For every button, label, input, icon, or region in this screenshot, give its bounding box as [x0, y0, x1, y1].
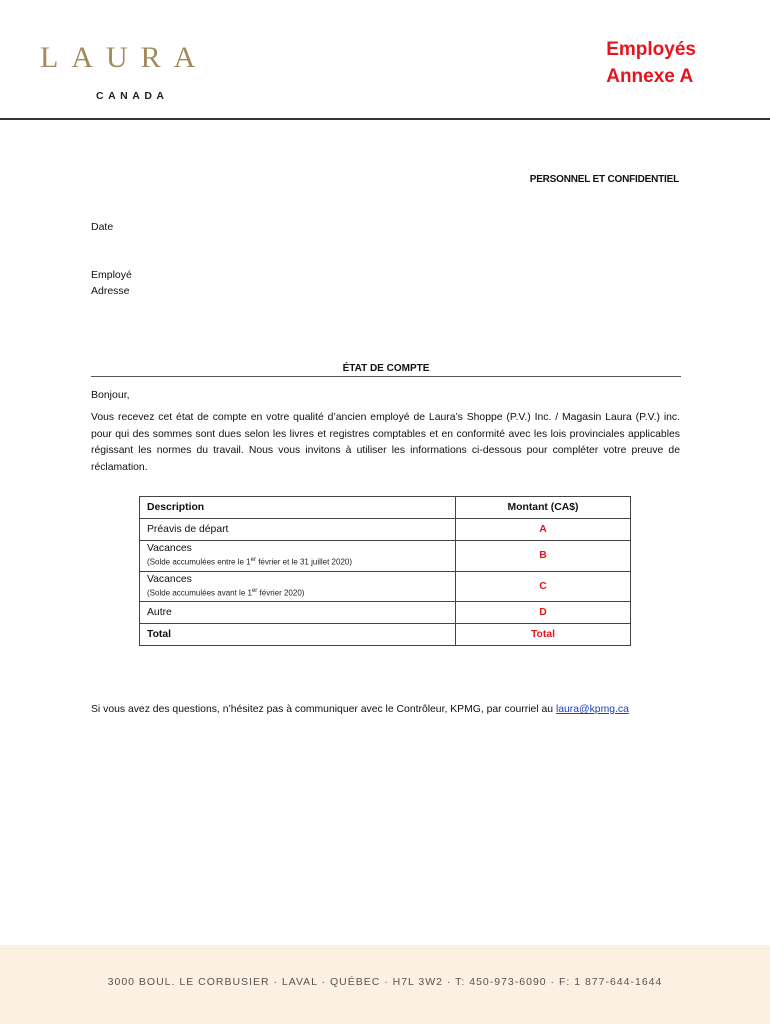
row-amount: C: [456, 571, 631, 602]
date-label: Date: [91, 221, 114, 233]
row-label: Vacances: [147, 573, 192, 585]
row-label: Vacances: [147, 543, 192, 554]
annex-heading: [606, 36, 696, 90]
statement-table: [139, 496, 631, 646]
row-description: [140, 602, 456, 624]
contact-line: [91, 704, 629, 715]
table-row: [140, 571, 631, 602]
row-description: [140, 541, 456, 572]
contact-email-link[interactable]: laura@kpmg.ca: [555, 704, 629, 715]
row-description: [140, 519, 456, 541]
row-note: (Solde accumulées avant le 1er février 2020): [147, 587, 305, 598]
row-amount: A: [456, 519, 631, 541]
logo-wordmark: LAURA: [40, 41, 209, 74]
table-total-row: [140, 624, 631, 646]
row-description: [140, 571, 456, 602]
header-description: Description: [140, 497, 456, 519]
table-row: [140, 519, 631, 541]
section-title: ÉTAT DE COMPTE: [91, 363, 681, 377]
row-amount: B: [456, 541, 631, 572]
footer-band: [0, 945, 770, 1024]
table-row: [140, 602, 631, 624]
confidential-label: PERSONNEL ET CONFIDENTIEL: [529, 174, 679, 185]
contact-text: Si vous avez des questions, n’hésitez pas à communiquer avec le Contrôleur, KPMG, par courriel au: [91, 704, 556, 715]
row-note: (Solde accumulées entre le 1er février et le 31 juillet 2020): [147, 557, 353, 567]
header-amount: Montant (CA$): [456, 497, 631, 519]
greeting: Bonjour,: [91, 389, 130, 401]
table-row: [140, 541, 631, 572]
laura-logo: [40, 40, 220, 102]
row-label: Préavis de départ: [147, 524, 229, 535]
annex-line-annexe: Annexe A: [606, 66, 694, 87]
total-amount: Total: [456, 624, 631, 646]
header-divider: [0, 118, 770, 120]
employee-label: Employé: [91, 269, 132, 281]
row-amount: D: [456, 602, 631, 624]
annex-line-employes: Employés: [606, 39, 696, 60]
footer-address: 3000 BOUL. LE CORBUSIER · LAVAL · QUÉBEC · H7L 3W2 · T: 450-973-6090 · F: 1 877-644-1644: [107, 976, 663, 988]
body-paragraph: Vous recevez cet état de compte en votre qualité d’ancien employé de Laura’s Shoppe (P.V.) Inc. / Magasin Laura (P.V.) inc. pour qui des sommes sont dues selon les livres et registres comptables et en conformité avec les lois provinciales applicables régissant les normes du travail. Nous vous invitons à utiliser les informations ci-dessous pour compléter votre preuve de réclamation.: [91, 412, 680, 473]
logo-subtitle: CANADA: [96, 90, 169, 102]
address-label: Adresse: [91, 285, 130, 297]
table-header-row: [140, 497, 631, 519]
row-label: Autre: [147, 607, 172, 619]
total-label: Total: [140, 624, 456, 646]
